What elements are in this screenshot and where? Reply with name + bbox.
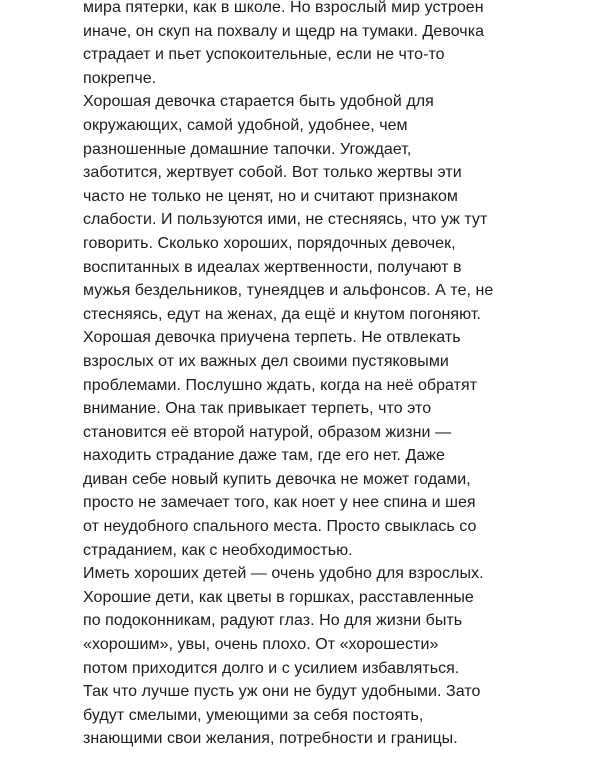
text-line: иначе, он скуп на похвалу и щедр на тумаки. Девочка [83,22,485,40]
article-text [83,0,583,751]
text-line: потом приходится долго и с усилием избавляться. [83,659,460,677]
text-line: Так что лучше пусть уж они не будут удобными. Зато [83,683,481,701]
text-line: воспитанных в идеалах жертвенности, получают в [83,258,462,276]
text-line: просто не замечает того, как ноет у нее спина и шея [83,494,476,512]
text-line: знающими свои желания, потребности и границы. [83,730,458,748]
text-line: диван себе новый купить девочка не может годами, [83,470,471,488]
text-line: по подоконникам, радуют глаз. Но для жизни быть [83,612,463,630]
text-line: покрепче. [83,69,157,87]
text-line: стесняясь, едут на женах, да ещё и кнутом погоняют. [83,305,481,323]
text-line: становится её второй натурой, образом жизни — [83,423,452,441]
text-line: мужья бездельников, тунеядцев и альфонсов. А те, не [83,282,494,300]
text-line: от неудобного спального места. Просто свыклась со [83,518,477,536]
text-line: заботится, жертвует собой. Вот только жертвы эти [83,164,462,182]
text-line: внимание. Она так привыкает терпеть, что это [83,400,432,418]
text-line: разношенные домашние тапочки. Угождает, [83,140,412,158]
text-line: говорить. Сколько хороших, порядочных девочек, [83,234,456,252]
text-line: находить страдание даже там, где его нет. Даже [83,447,445,465]
text-line: окружающих, самой удобной, удобнее, чем [83,116,408,134]
text-line: взрослых от их важных дел своими пустяковыми [83,352,449,370]
text-line: страданием, как с необходимостью. [83,541,353,559]
text-line: Хорошая девочка приучена терпеть. Не отвлекать [83,329,461,347]
text-line: Хорошие дети, как цветы в горшках, расставленные [83,588,474,606]
text-line: «хорошим», увы, очень плохо. От «хорошести» [83,636,439,654]
text-line: Иметь хороших детей — очень удобно для взрослых. [83,565,484,583]
text-line: часто не только не ценят, но и считают признаком [83,187,458,205]
text-line: слабости. И пользуются ими, не стесняясь, что уж тут [83,211,488,229]
text-line: будут смелыми, умеющими за себя постоять, [83,706,424,724]
text-line: Хорошая девочка старается быть удобной для [83,93,434,111]
text-line: мира пятерки, как в школе. Но взрослый мир устроен [83,0,484,16]
text-line: проблемами. Послушно ждать, когда на неё обратят [83,376,478,394]
text-line: страдает и пьет успокоительные, если не что-то [83,46,445,64]
